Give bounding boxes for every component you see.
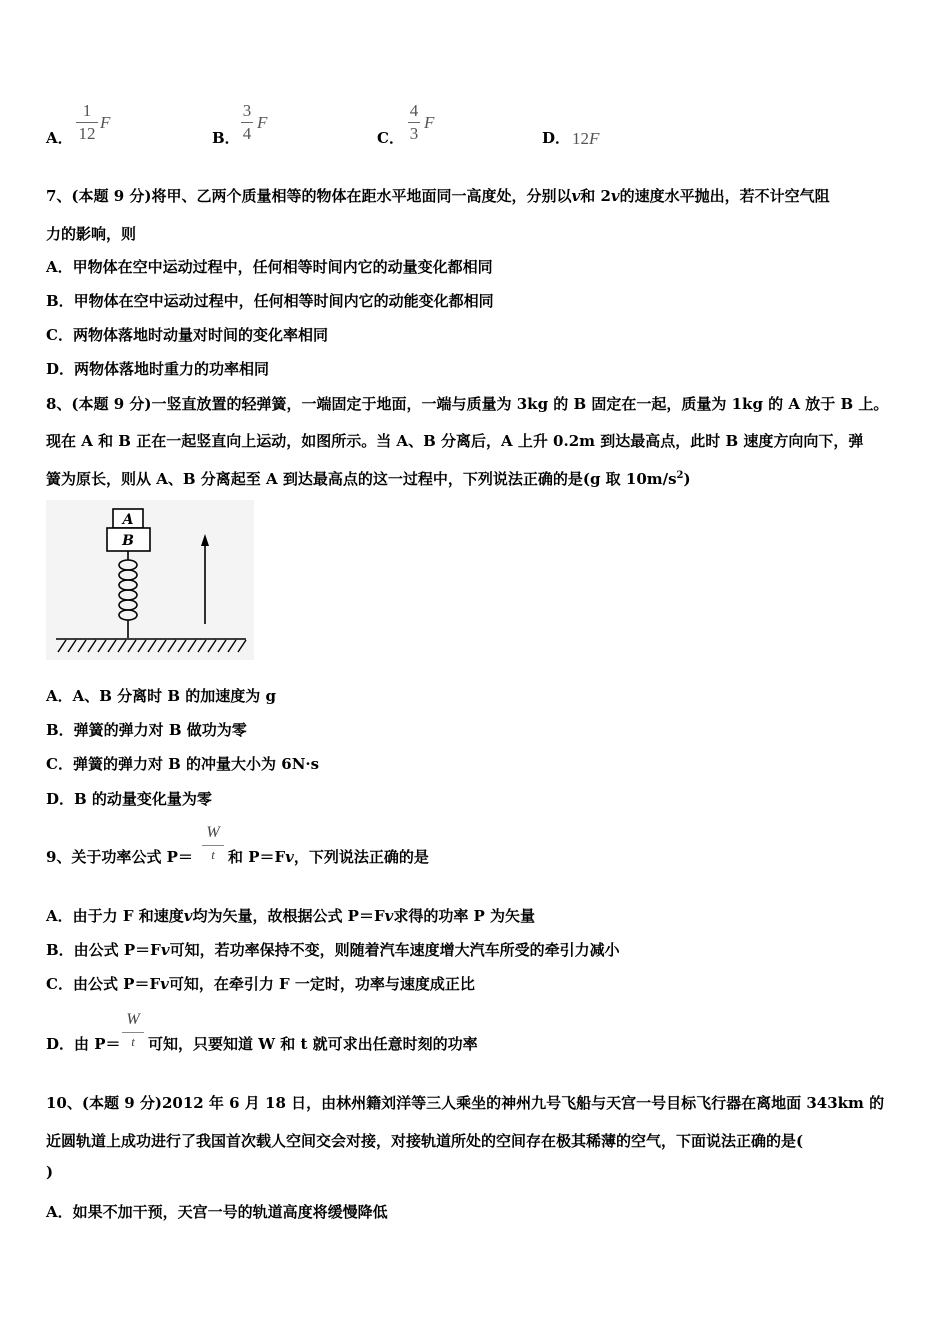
q9-option-c — [46, 974, 475, 994]
fraction-denominator: 3 — [409, 124, 419, 143]
q9-option-text: 可知，若功率保持不变，则随着汽车速度增大汽车所受的牵引力减小 — [169, 941, 620, 959]
q6-option-c-label: C． — [377, 129, 404, 147]
q9-option-d-post: 可知，只要知道 W 和 t 就可求出任意时刻的功率 — [148, 1035, 478, 1053]
q8-option-c: C．弹簧的弹力对 B 的冲量大小为 6N·s — [46, 755, 320, 773]
q9-velocity-symbol: v — [160, 975, 169, 993]
q9-velocity-symbol: v — [384, 907, 394, 925]
q8-exponent: 2 — [676, 470, 684, 481]
q6-option-c-variable: F — [424, 113, 435, 132]
figure-background — [46, 500, 254, 660]
q9-option-b — [46, 940, 620, 960]
q9-stem-post — [228, 847, 429, 867]
q9-stem-text: 和 P＝F — [228, 848, 286, 866]
q7-option-b: B．甲物体在空中运动过程中，任何相等时间内它的动能变化都相同 — [46, 292, 494, 310]
block-b-label: B — [122, 533, 134, 549]
q10-stem-line-1: 10、(本题 9 分)2012 年 6 月 18 日，由林州籍刘洋等三人乘坐的神州九号飞船与天宫一号目标飞行器在离地面 343km 的 — [46, 1094, 885, 1112]
q6-option-d-label: D． — [542, 129, 571, 147]
q6-option-a-variable: F — [100, 113, 111, 132]
q6-option-d-number: 12 — [572, 129, 589, 148]
q10-stem-line-2: 近圆轨道上成功进行了我国首次载人空间交会对接，对接轨道所处的空间存在极其稀薄的空气，下面说法正确的是( — [46, 1132, 804, 1150]
q7-option-a: A．甲物体在空中运动过程中，任何相等时间内它的动量变化都相同 — [46, 258, 493, 276]
fraction-numerator: 1 — [82, 101, 92, 120]
fraction-numerator: W — [206, 824, 220, 841]
fraction-numerator: 4 — [409, 101, 419, 120]
q7-stem-text: 的速度水平抛出，若不计空气阻 — [619, 187, 830, 205]
q9-option-text: 均为矢量，故根据公式 P＝F — [192, 907, 385, 925]
q6-option-a-fraction — [76, 101, 98, 144]
q8-stem-line-3 — [46, 469, 691, 489]
fraction-denominator: 12 — [78, 124, 96, 143]
q9-option-d-fraction — [122, 1010, 144, 1050]
q8-stem-text: ) — [683, 470, 691, 488]
q6-option-a-label: A． — [46, 129, 73, 147]
q9-velocity-symbol: v — [183, 907, 193, 925]
q7-stem-line-1 — [46, 186, 830, 206]
q8-spring-figure — [46, 500, 254, 660]
q8-option-d: D．B 的动量变化量为零 — [46, 790, 212, 808]
q9-option-d-pre: D．由 P＝ — [46, 1035, 121, 1053]
q7-stem-text: 和 2 — [580, 187, 611, 205]
q9-stem-text: ，下列说法正确的是 — [293, 848, 429, 866]
q9-velocity-symbol: v — [285, 848, 294, 866]
q6-option-c-fraction — [408, 101, 420, 144]
fraction-denominator: 4 — [242, 124, 252, 143]
q9-power-fraction — [202, 823, 224, 863]
q9-option-text: C．由公式 P＝F — [46, 975, 161, 993]
q10-option-a: A．如果不加干预，天宫一号的轨道高度将缓慢降低 — [46, 1203, 388, 1221]
q7-option-d: D．两物体落地时重力的功率相同 — [46, 360, 270, 378]
q8-stem-text: 簧为原长，则从 A、B 分离起至 A 到达最高点的这一过程中，下列说法正确的是(g 取 10m/s — [46, 470, 677, 488]
fraction-numerator: 3 — [242, 101, 252, 120]
q9-velocity-symbol: v — [160, 941, 170, 959]
q6-option-b-fraction — [241, 101, 253, 144]
q7-velocity-symbol: v — [571, 187, 581, 205]
q8-stem-line-1: 8、(本题 9 分)一竖直放置的轻弹簧，一端固定于地面，一端与质量为 3kg 的 B 固定在一起，质量为 1kg 的 A 放于 B 上。 — [46, 395, 889, 413]
q7-option-c: C．两物体落地时动量对时间的变化率相同 — [46, 326, 328, 344]
q6-option-d-value — [572, 129, 599, 149]
fraction-denominator: t — [211, 847, 215, 862]
q8-stem-line-2: 现在 A 和 B 正在一起竖直向上运动，如图所示。当 A、B 分离后，A 上升 0.2m 到达最高点，此时 B 速度方向向下，弹 — [46, 432, 864, 450]
q7-velocity-symbol: v — [610, 187, 620, 205]
q7-stem-text: 7、(本题 9 分)将甲、乙两个质量相等的物体在距水平地面同一高度处，分别以 — [46, 187, 572, 205]
q9-option-a — [46, 906, 535, 926]
q8-option-a: A．A、B 分离时 B 的加速度为 g — [46, 687, 277, 705]
q9-option-text: A．由于力 F 和速度 — [46, 907, 184, 925]
block-a-label: A — [122, 512, 134, 528]
q6-option-b-variable: F — [257, 113, 268, 132]
fraction-numerator: W — [126, 1011, 140, 1028]
q9-option-text: 可知，在牵引力 F 一定时，功率与速度成正比 — [168, 975, 475, 993]
q9-option-text: B．由公式 P＝F — [46, 941, 161, 959]
q7-stem-line-2: 力的影响，则 — [46, 225, 137, 243]
fraction-denominator: t — [131, 1034, 135, 1049]
q9-stem-pre: 9、关于功率公式 P＝ — [46, 848, 193, 866]
q10-stem-line-3: ) — [46, 1163, 54, 1181]
q8-option-b: B．弹簧的弹力对 B 做功为零 — [46, 721, 247, 739]
q6-option-b-label: B． — [212, 129, 240, 147]
q9-option-text: 求得的功率 P 为矢量 — [393, 907, 536, 925]
q6-option-d-variable: F — [589, 129, 600, 148]
